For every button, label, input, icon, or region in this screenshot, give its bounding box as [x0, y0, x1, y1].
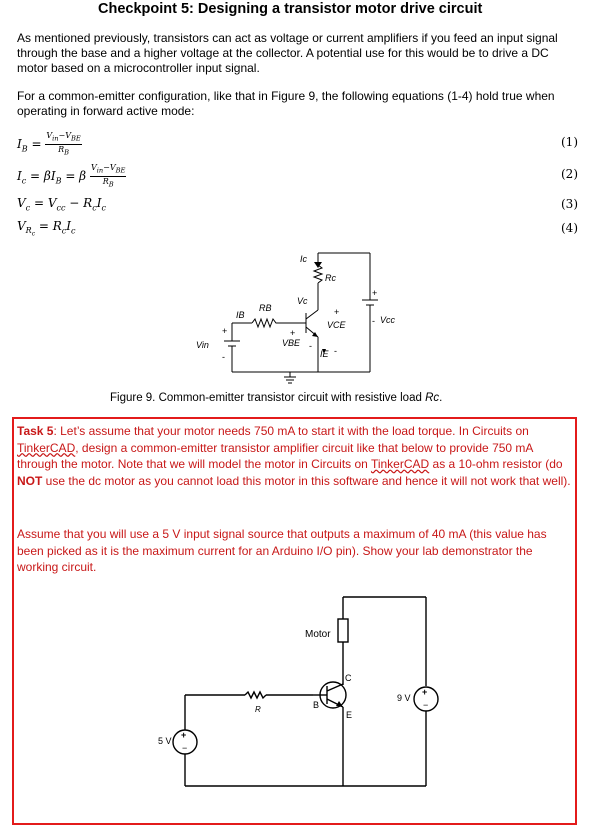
vcc-minus: -: [372, 316, 375, 326]
source-9v-label: 9 V: [397, 693, 411, 703]
resistor-label: R: [255, 705, 261, 714]
task-paragraph-1: Task 5: Let’s assume that your motor needs 750 mA to start it with the load torque. In Circuits on TinkerCAD, design a common-emitter transistor amplifier circuit like that below to provide 750 mA through the motor. Note that we will model the motor in Circuits on TinkerCAD as a 10-ohm resistor (do NOT use the dc motor as you cannot load this motor in this software and hence it will not work that well).: [17, 424, 571, 488]
label-rb: RB: [259, 303, 272, 313]
equation-4: $V_{R_c} = R_cI_c$: [17, 219, 76, 238]
vin-minus: -: [222, 352, 225, 362]
vin-plus: +: [222, 326, 228, 336]
label-vcc: Vcc: [380, 315, 396, 325]
source-9v-plus: +: [422, 687, 428, 697]
page-title: Checkpoint 5: Designing a transistor motor drive circuit: [98, 1, 483, 17]
label-ie: IE: [320, 349, 329, 359]
equation-3-number: (3): [561, 197, 578, 211]
equation-1-number: (1): [561, 135, 578, 149]
label-rc: Rc: [325, 273, 336, 283]
equation-3: $V_c = V_{cc} - R_cI_c$: [17, 196, 106, 213]
collector-label: C: [345, 673, 352, 683]
vbe-plus: +: [290, 328, 296, 338]
equation-2: $I_c = \beta I_B = \beta$ $\frac{V_{in}-V_{BE}}{R_B}$: [17, 163, 126, 189]
source-5v-plus: +: [181, 730, 187, 740]
source-9v-minus: −: [423, 700, 429, 710]
label-vin: Vin: [196, 340, 209, 350]
figure-9-caption: Figure 9. Common-emitter transistor circuit with resistive load Rc.: [110, 392, 443, 404]
label-ib: IB: [236, 310, 245, 320]
vce-minus: -: [334, 346, 337, 356]
intro-paragraph: As mentioned previously, transistors can act as voltage or current amplifiers if you feed an input signal through the base and a higher voltage at the collector. A potential use for this would be to drive a DC motor based on a microcontroller input signal.: [17, 31, 558, 75]
label-ic: Ic: [300, 254, 308, 264]
source-5v-minus: −: [182, 743, 188, 753]
base-label: B: [313, 700, 320, 710]
vcc-plus: +: [372, 288, 378, 298]
vce-plus: +: [334, 307, 340, 317]
vbe-minus: -: [309, 341, 312, 351]
source-5v-label: 5 V: [158, 736, 172, 746]
equation-1: $I_B$ = $\frac{V_{in}-V_{BE}}{R_B}$: [17, 131, 81, 157]
emitter-label: E: [346, 710, 353, 720]
task-paragraph-2: Assume that you will use a 5 V input signal source that outputs a maximum of 40 mA (this value has been picked as it is the maximum current for an Arduino I/O pin). Show your lab demonstrator the working circuit.: [17, 527, 547, 574]
motor-label: Motor: [305, 629, 331, 640]
equation-2-number: (2): [561, 167, 578, 181]
label-vce: VCE: [327, 320, 346, 330]
equations-intro: For a common-emitter configuration, like that in Figure 9, the following equations (1-4) hold true when operating in forward active mode:: [17, 89, 555, 118]
task-circuit: [0, 585, 613, 817]
label-vbe: VBE: [282, 338, 301, 348]
figure-9-circuit: [0, 0, 613, 400]
equation-4-number: (4): [561, 221, 578, 235]
label-vc: Vc: [297, 296, 308, 306]
